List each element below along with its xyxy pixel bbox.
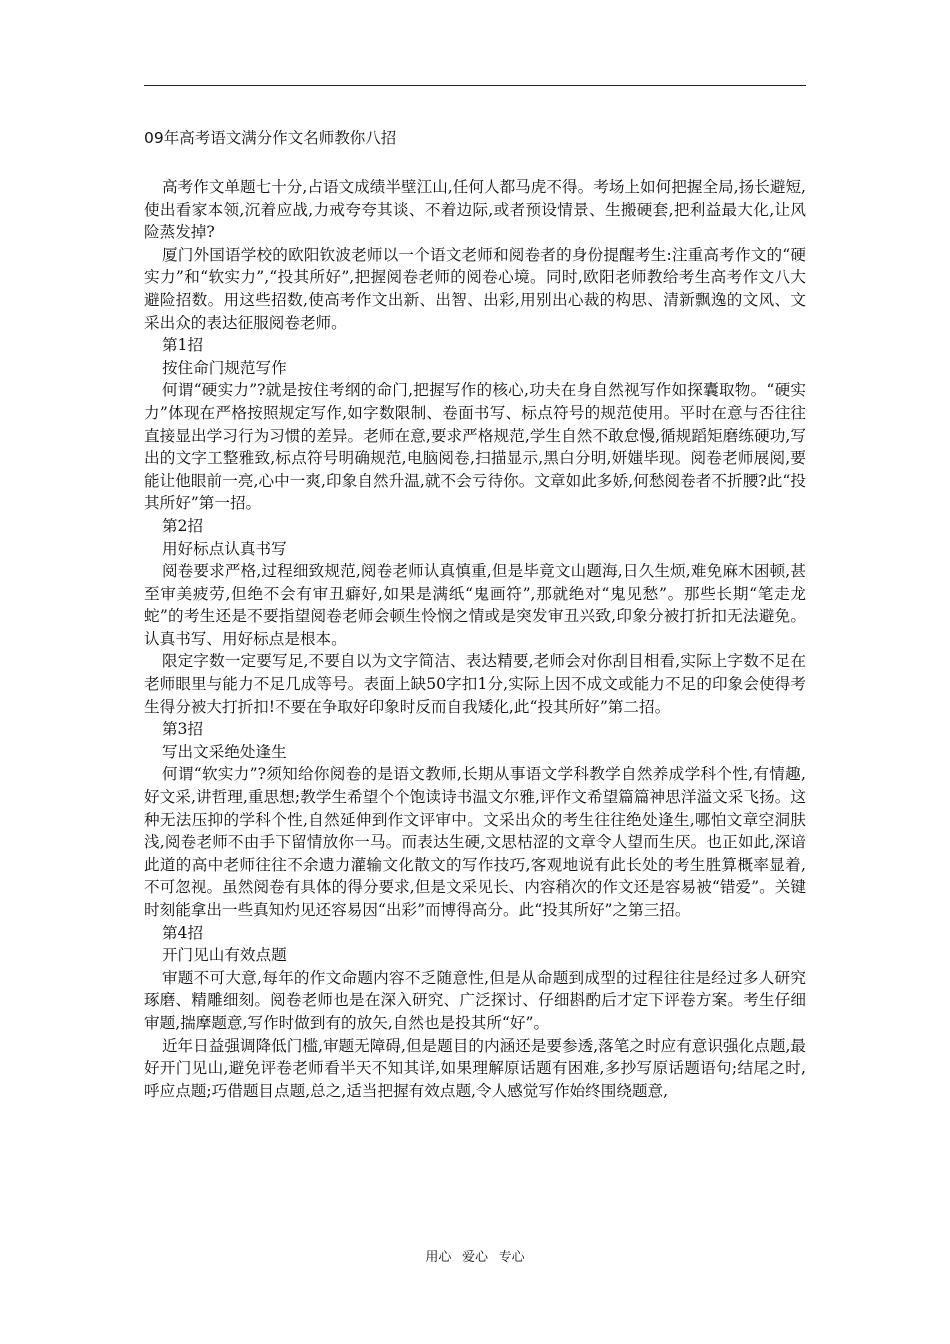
paragraph: 限定字数一定要写足,不要自以为文字简洁、表达精要,老师会对你刮目相看,实际上字数不足在老师眼里与能力不足几成等号。表面上缺50字扣1分,实际上因不成文或能力不足的印象会使得考生得分被大打折扣!不要在争取好印象时反而自我矮化,此“投其所好”第二招。 (144, 652, 806, 716)
section-heading: 写出文采绝处逢生 (161, 742, 287, 761)
header-rule (144, 85, 806, 86)
section-number: 第4招 (161, 923, 204, 942)
document-body (144, 176, 806, 1102)
section-heading: 用好标点认真书写 (161, 539, 287, 558)
section-heading: 开门见山有效点题 (161, 946, 287, 965)
page-footer: 用心 爱心 专心 (425, 1250, 525, 1265)
section-number: 第3招 (161, 720, 204, 739)
document-title: 09年高考语文满分作文名师教你八招 (144, 129, 397, 147)
paragraph: 厦门外国语学校的欧阳钦波老师以一个语文老师和阅卷者的身份提醒考生:注重高考作文的“硬实力”和“软实力”,“投其所好”,把握阅卷老师的阅卷心境。同时,欧阳老师教给考生高考作文八大避险招数。用这些招数,使高考作文出新、出智、出彩,用别出心裁的构思、清新飘逸的文风、文采出众的表达征服阅卷老师。 (144, 245, 806, 332)
section-number: 第2招 (161, 516, 204, 535)
paragraph: 阅卷要求严格,过程细致规范,阅卷老师认真慎重,但是毕竟文山题海,日久生烦,难免麻木困顿,甚至审美疲劳,但绝不会有审丑癖好,如果是满纸“鬼画符”,那就绝对“鬼见愁”。那些长期“笔走龙蛇”的考生还是不要指望阅卷老师会顿生怜悯之情或是突发审丑兴致,印象分被打折扣无法避免。认真书写、用好标点是根本。 (144, 562, 806, 648)
section-heading: 按住命门规范写作 (161, 358, 287, 377)
paragraph: 何谓“软实力”?须知给你阅卷的是语文教师,长期从事语文学科教学自然养成学科个性,有情趣,好文采,讲哲理,重思想;教学生希望个个饱读诗书温文尔雅,评作文希望篇篇神思洋溢文采飞扬。这种无法压抑的学科个性,自然延伸到作文评审中。文采出众的考生往往绝处逢生,哪怕文章空洞肤浅,阅卷老师不由手下留情放你一马。而表达生硬,文思枯涩的文章令人望而生厌。也正如此,深谙此道的高中老师往往不余遗力灌输文化散文的写作技巧,客观地说有此长处的考生胜算概率显着,不可忽视。虽然阅卷有具体的得分要求,但是文采见长、内容稍次的作文还是容易被“错爱”。关键时刻能拿出一些真知灼见还容易因“出彩”而博得高分。此“投其所好”之第三招。 (144, 765, 806, 919)
paragraph: 近年日益强调降低门槛,审题无障碍,但是题目的内涵还是要参透,落笔之时应有意识强化点题,最好开门见山,避免评卷老师看半天不知其详,如果理解原话题有困难,多抄写原话题语句;结尾之时,呼应点题;巧借题目点题,总之,适当把握有效点题,令人感觉写作始终围绕题意, (144, 1036, 806, 1100)
paragraph: 高考作文单题七十分,占语文成绩半壁江山,任何人都马虎不得。考场上如何把握全局,扬长避短,使出看家本领,沉着应战,力戒夸夸其谈、不着边际,或者预设情景、生搬硬套,把利益最大化,让风险蒸发掉? (144, 178, 806, 242)
paragraph: 何谓“硬实力”?就是按住考纲的命门,把握写作的核心,功夫在身自然视写作如探囊取物。“硬实力”体现在严格按照规定写作,如字数限制、卷面书写、标点符号的规范使用。平时在意与否往往直接显出学习行为习惯的差异。老师在意,要求严格规范,学生自然不敢怠慢,循规蹈矩磨练硬功,写出的文字工整雅致,标点符号明确规范,电脑阅卷,扫描显示,黑白分明,妍媸毕现。阅卷老师展阅,要能让他眼前一亮,心中一爽,印象自然升温,就不会亏待你。文章如此多娇,何愁阅卷者不折腰?此“投其所好”第一招。 (144, 381, 806, 513)
section-number: 第1招 (161, 336, 204, 355)
paragraph: 审题不可大意,每年的作文命题内容不乏随意性,但是从命题到成型的过程往往是经过多人研究琢磨、精雕细刻。阅卷老师也是在深入研究、广泛探讨、仔细斟酌后才定下评卷方案。考生仔细审题,揣摩题意,写作时做到有的放矢,自然也是投其所“好”。 (144, 968, 806, 1032)
